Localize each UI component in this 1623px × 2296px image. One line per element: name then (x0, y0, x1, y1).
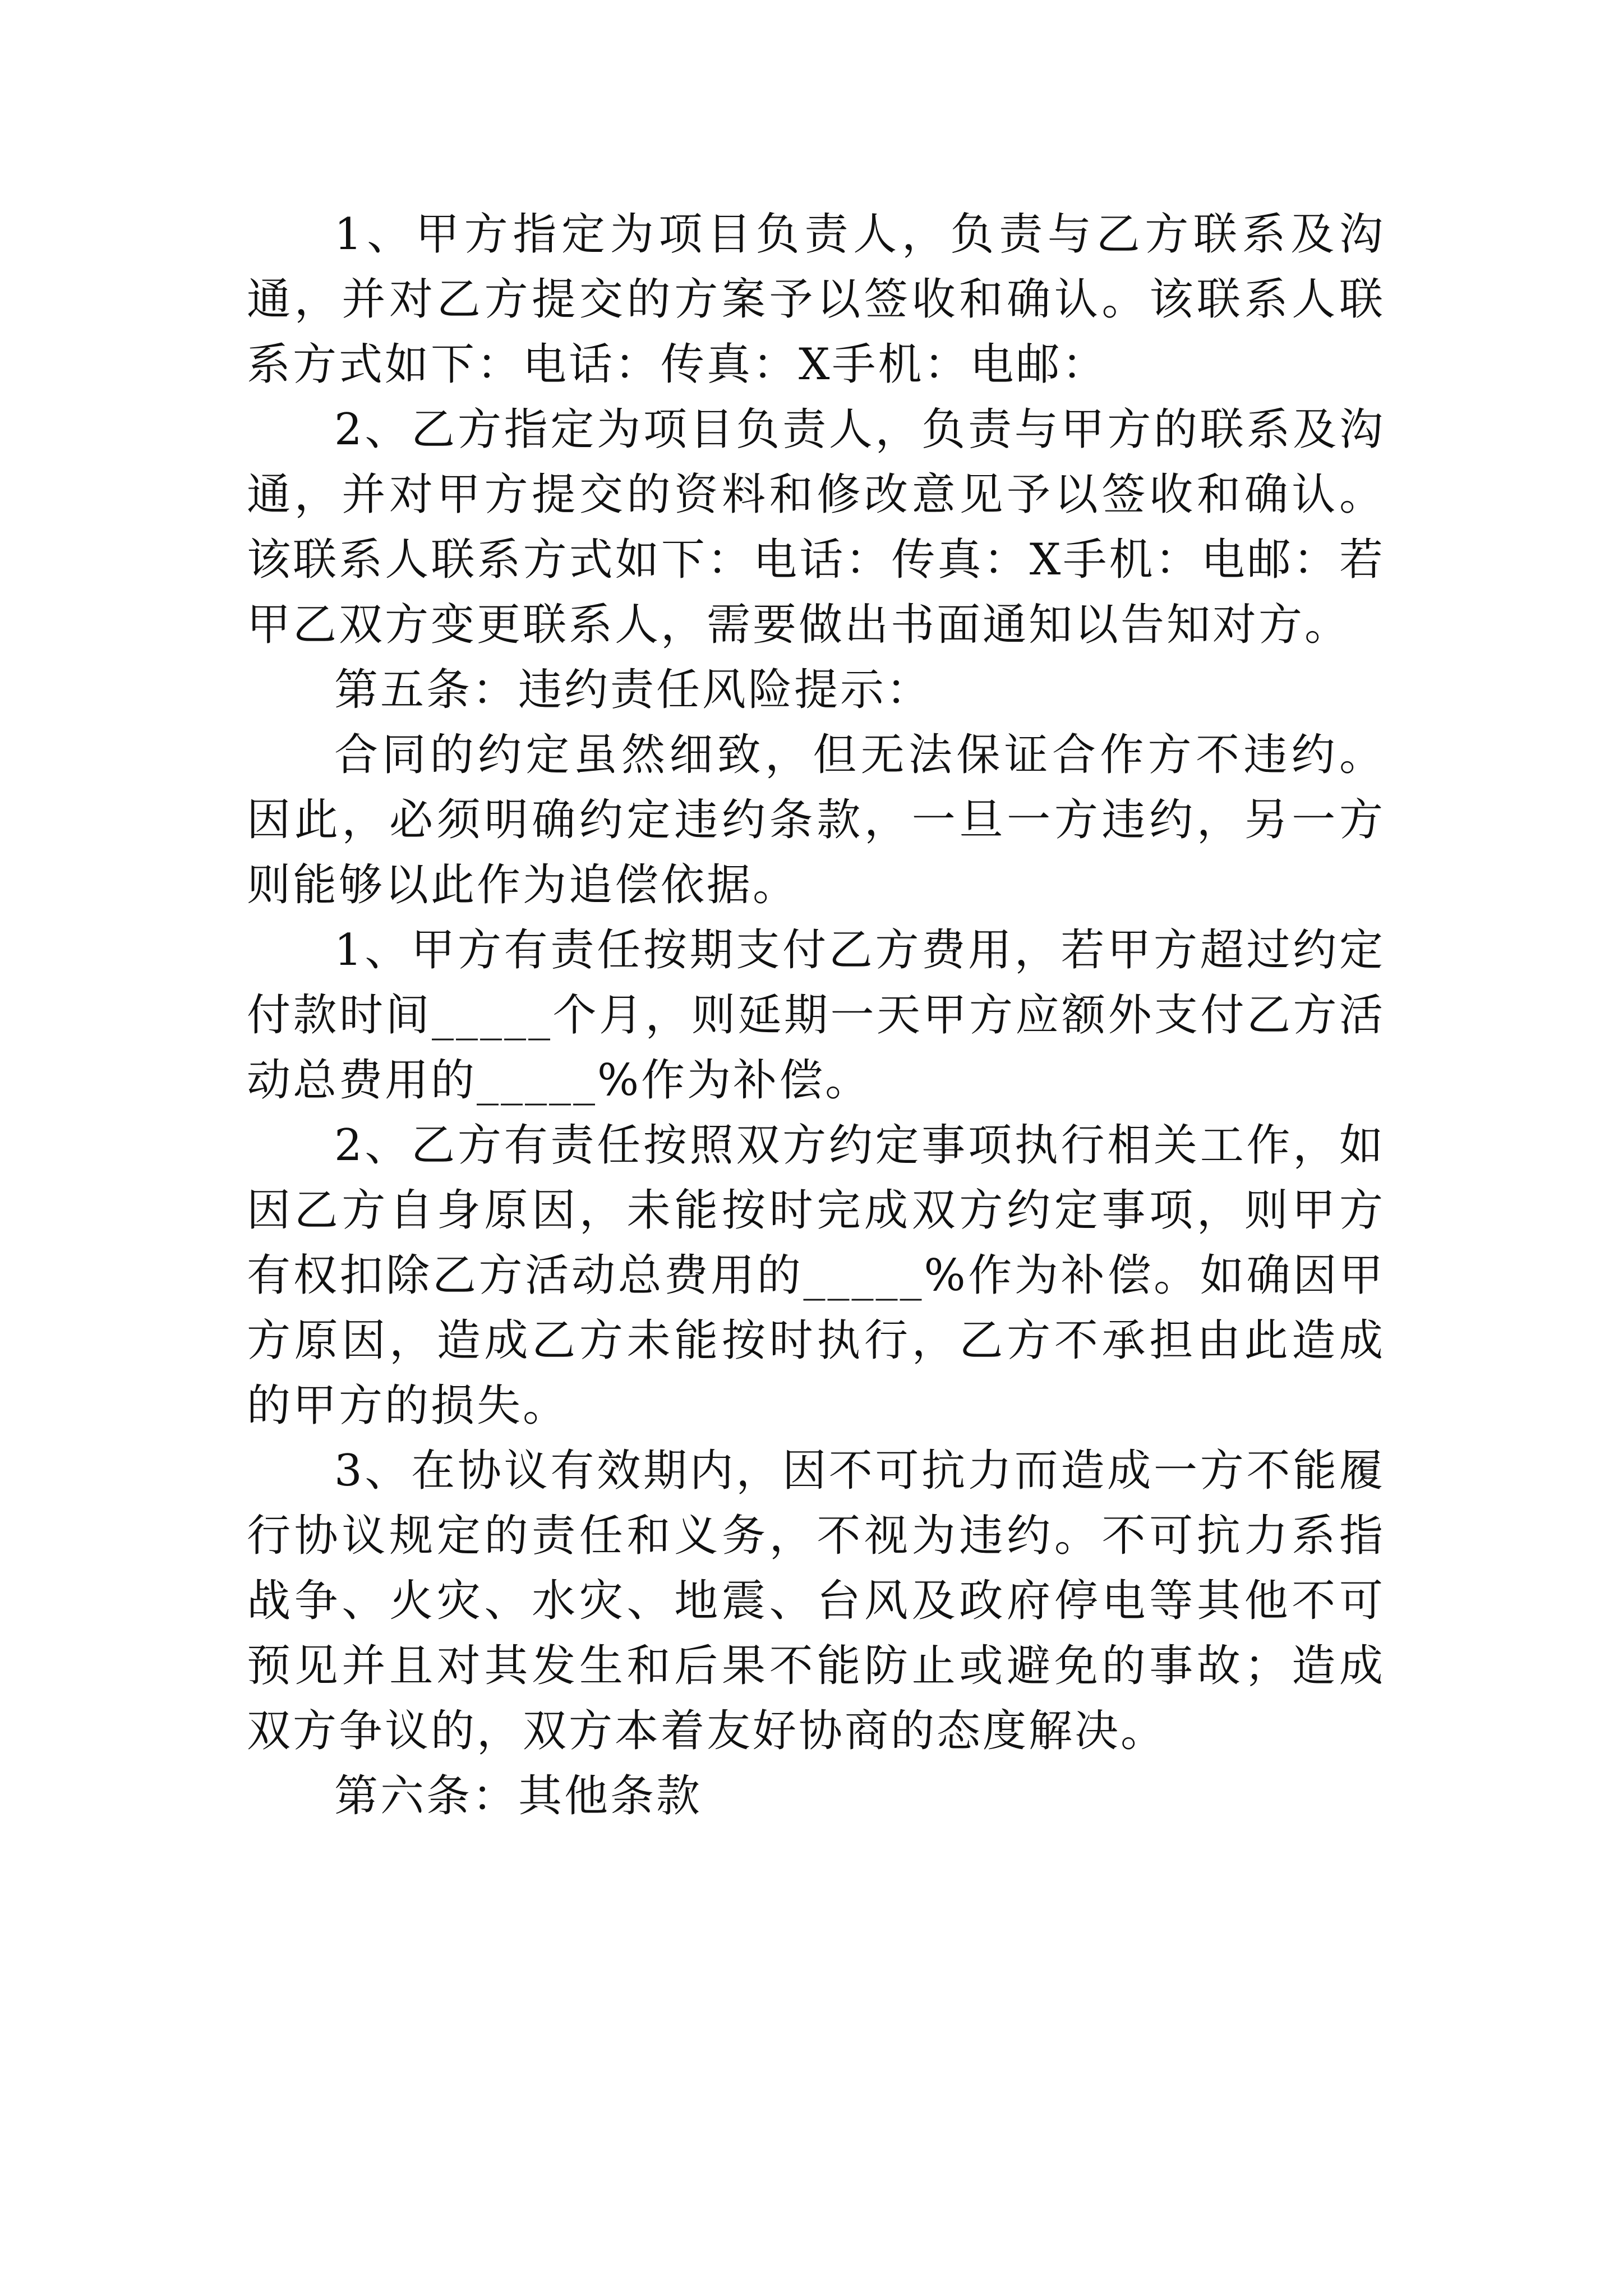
document-body (247, 202, 1385, 1829)
paragraph-contact-party-b: 2、乙方指定为项目负责人，负责与甲方的联系及沟通，并对甲方提交的资料和修改意见予以签收和确认。该联系人联系方式如下：电话：传真：X手机：电邮：若甲乙双方变更联系人，需要做出书面通知以告知对方。 (247, 404, 1385, 650)
heading-article-6: 第六条：其他条款 (334, 1771, 703, 1821)
paragraph-contact-party-a: 1、甲方指定为项目负责人，负责与乙方联系及沟通，并对乙方提交的方案予以签收和确认。该联系人联系方式如下：电话：传真：X手机：电邮： (247, 209, 1385, 390)
heading-article-5: 第五条：违约责任风险提示： (334, 665, 933, 715)
paragraph-breach-intro: 合同的约定虽然细致，但无法保证合作方不违约。因此，必须明确约定违约条款，一旦一方违约，另一方则能够以此作为追偿依据。 (247, 730, 1385, 910)
paragraph-breach-party-a: 1、甲方有责任按期支付乙方费用，若甲方超过约定付款时间_____个月，则延期一天甲方应额外支付乙方活动总费用的_____%作为补偿。 (247, 925, 1385, 1106)
paragraph-breach-party-b: 2、乙方有责任按照双方约定事项执行相关工作，如因乙方自身原因，未能按时完成双方约定事项，则甲方有权扣除乙方活动总费用的_____%作为补偿。如确因甲方原因，造成乙方未能按时执行，乙方不承担由此造成的甲方的损失。 (247, 1120, 1385, 1431)
paragraph-force-majeure: 3、在协议有效期内，因不可抗力而造成一方不能履行协议规定的责任和义务，不视为违约。不可抗力系指战争、火灾、水灾、地震、台风及政府停电等其他不可预见并且对其发生和后果不能防止或避免的事故；造成双方争议的，双方本着友好协商的态度解决。 (247, 1446, 1385, 1756)
